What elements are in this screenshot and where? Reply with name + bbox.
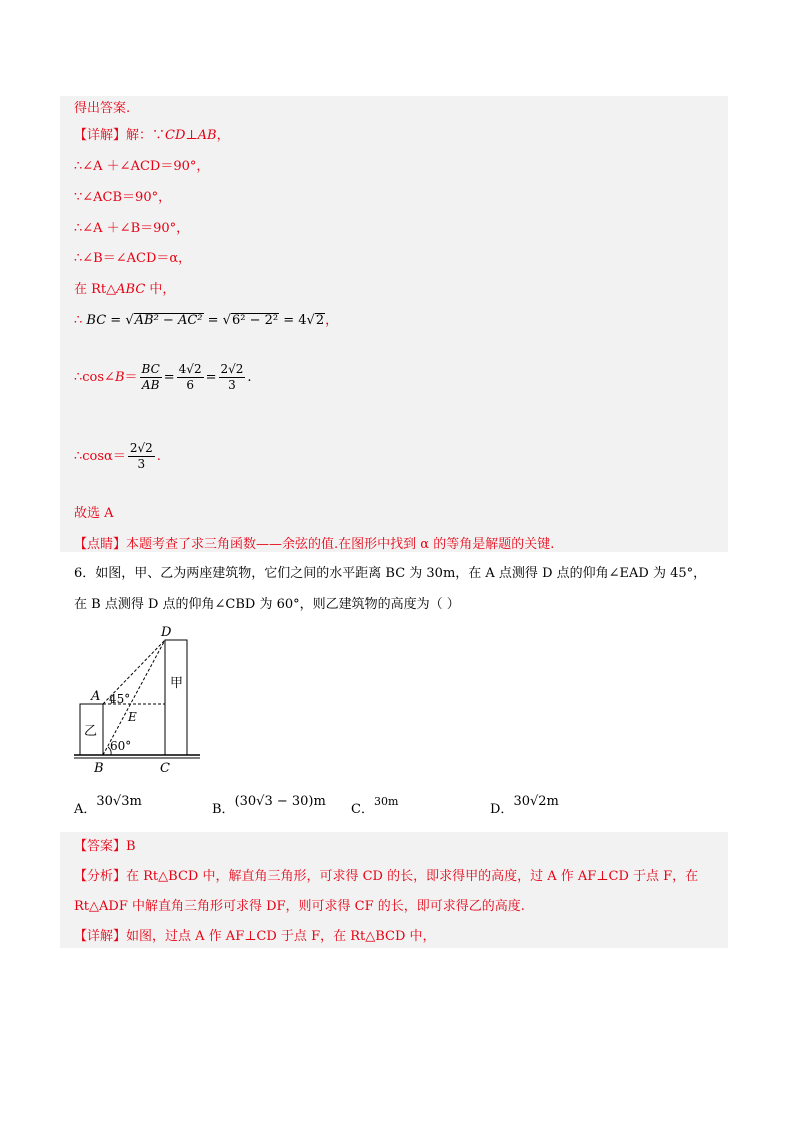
- step-triangle: [74, 281, 175, 299]
- fraction-2r2-3: [128, 441, 155, 472]
- step-right-angle: ∵∠ACB＝90°，: [74, 190, 172, 205]
- comment-tag: 【点睛】: [74, 537, 127, 552]
- numerator: 2√2: [220, 362, 244, 376]
- analysis-line-1: [74, 868, 698, 886]
- answer-tag: 【答案】: [74, 839, 127, 854]
- analysis-tag: 【分析】: [74, 869, 127, 884]
- label-a: A: [91, 689, 101, 704]
- fraction-2r2-3: [219, 362, 246, 393]
- fraction-bc-ab: [140, 362, 162, 393]
- label-yi: 乙: [84, 724, 98, 739]
- punct: .: [156, 449, 161, 464]
- eq: =: [163, 370, 175, 385]
- label-jia: 甲: [170, 676, 184, 691]
- sqrt-icon: √: [306, 313, 315, 328]
- comment-line: [74, 536, 554, 554]
- detail-text: 如图，过点 A 作 AF⊥CD 于点 F，在 Rt△BCD 中，: [126, 929, 436, 944]
- option-letter: D．: [490, 802, 514, 817]
- analysis-text: 在 Rt△BCD 中，解直角三角形，可求得 CD 的长，即求得甲的高度，过 A 作 AF⊥CD 于点 F，在: [126, 869, 699, 884]
- bc-var: BC: [86, 313, 107, 328]
- punct: .: [247, 370, 252, 385]
- triangle-pre: 在 Rt△: [74, 282, 117, 297]
- question-line-2: 在 B 点测得 D 点的仰角∠CBD 为 60°，则乙建筑物的高度为（ ）: [74, 597, 460, 612]
- step-cos-b: [74, 362, 252, 393]
- building-figure: [70, 622, 210, 772]
- because-symbol: ∵: [152, 128, 166, 143]
- question-line-1: 6．如图，甲、乙为两座建筑物，它们之间的水平距离 BC 为 30m，在 A 点测得 D 点的仰角∠EAD 为 45°，: [74, 566, 707, 581]
- denominator: AB: [141, 378, 160, 392]
- choose-answer: 故选 A: [74, 506, 114, 521]
- eq: =: [203, 313, 223, 328]
- cos-alpha-label: ∴cosα＝: [74, 449, 126, 464]
- angle-label-b: 60°: [110, 739, 132, 753]
- option-value: 30m: [373, 795, 399, 808]
- option-value: 30√3m: [96, 794, 142, 809]
- fraction-4r2-6: [177, 362, 204, 393]
- step-cos-alpha: [74, 441, 161, 472]
- numerator: 2√2: [129, 441, 153, 455]
- radicand-1: AB² − AC²: [134, 313, 203, 328]
- option-letter: B．: [212, 802, 235, 817]
- solution-intro: 得出答案.: [74, 101, 131, 116]
- building-jia: [165, 640, 187, 755]
- step-angle-sum: ∴∠A ＋∠ACD＝90°，: [74, 159, 210, 174]
- numerator: 4√2: [178, 362, 202, 376]
- eq: =: [279, 313, 299, 328]
- option-letter: C．: [351, 802, 374, 817]
- analysis-line-2: Rt△ADF 中解直角三角形可求得 DF，则可求得 CF 的长，即可求得乙的高度.: [74, 899, 525, 914]
- answer-value: B: [126, 839, 136, 854]
- label-d: D: [161, 625, 172, 640]
- therefore-symbol: ∴: [74, 313, 83, 328]
- eq: =: [205, 370, 217, 385]
- cos-label: ∴cos∠: [74, 370, 115, 385]
- denominator: 6: [186, 378, 194, 392]
- option-letter: A．: [74, 802, 97, 817]
- solution-detail-line: [74, 127, 230, 145]
- detail-lead: 解：: [126, 128, 153, 143]
- punct: ，: [325, 313, 339, 328]
- sqrt-icon: √: [222, 313, 231, 328]
- answer-line: [74, 838, 136, 856]
- step-angle-sum-b: ∴∠A ＋∠B＝90°，: [74, 221, 190, 236]
- option-b[interactable]: [212, 790, 326, 817]
- angle-label-a: 45°: [109, 692, 131, 706]
- angle-b: B: [114, 370, 125, 385]
- eq: =: [106, 313, 126, 328]
- label-e: E: [128, 710, 137, 724]
- option-value: (30√3 − 30)m: [234, 794, 326, 809]
- option-a[interactable]: [74, 790, 142, 817]
- option-value: 30√2m: [513, 794, 559, 809]
- step-bc-formula: [74, 312, 338, 330]
- radicand-2: 6² − 2²: [231, 313, 279, 328]
- perpendicular-statement: CD⊥AB: [165, 128, 217, 143]
- radicand-3: 2: [315, 313, 325, 328]
- comment-text: 本题考查了求三角函数——余弦的值.在图形中找到 α 的等角是解题的关键.: [126, 537, 555, 552]
- denominator: 3: [137, 457, 146, 471]
- label-b: B: [94, 761, 104, 772]
- detail-line: [74, 928, 436, 946]
- coef: 4: [298, 313, 307, 328]
- step-equal-angles: ∴∠B＝∠ACD＝α，: [74, 251, 192, 266]
- option-d[interactable]: [490, 790, 559, 817]
- denominator: 3: [228, 378, 236, 392]
- label-c: C: [160, 761, 170, 772]
- sqrt-icon: √: [125, 313, 134, 328]
- triangle-name: ABC: [116, 282, 146, 297]
- detail-tag: 【详解】: [74, 128, 127, 143]
- option-c[interactable]: [351, 790, 399, 817]
- eq: ＝: [124, 370, 138, 385]
- detail-tag: 【详解】: [74, 929, 127, 944]
- triangle-post: 中，: [145, 282, 176, 297]
- punct: ，: [216, 128, 230, 143]
- numerator: BC: [141, 362, 160, 376]
